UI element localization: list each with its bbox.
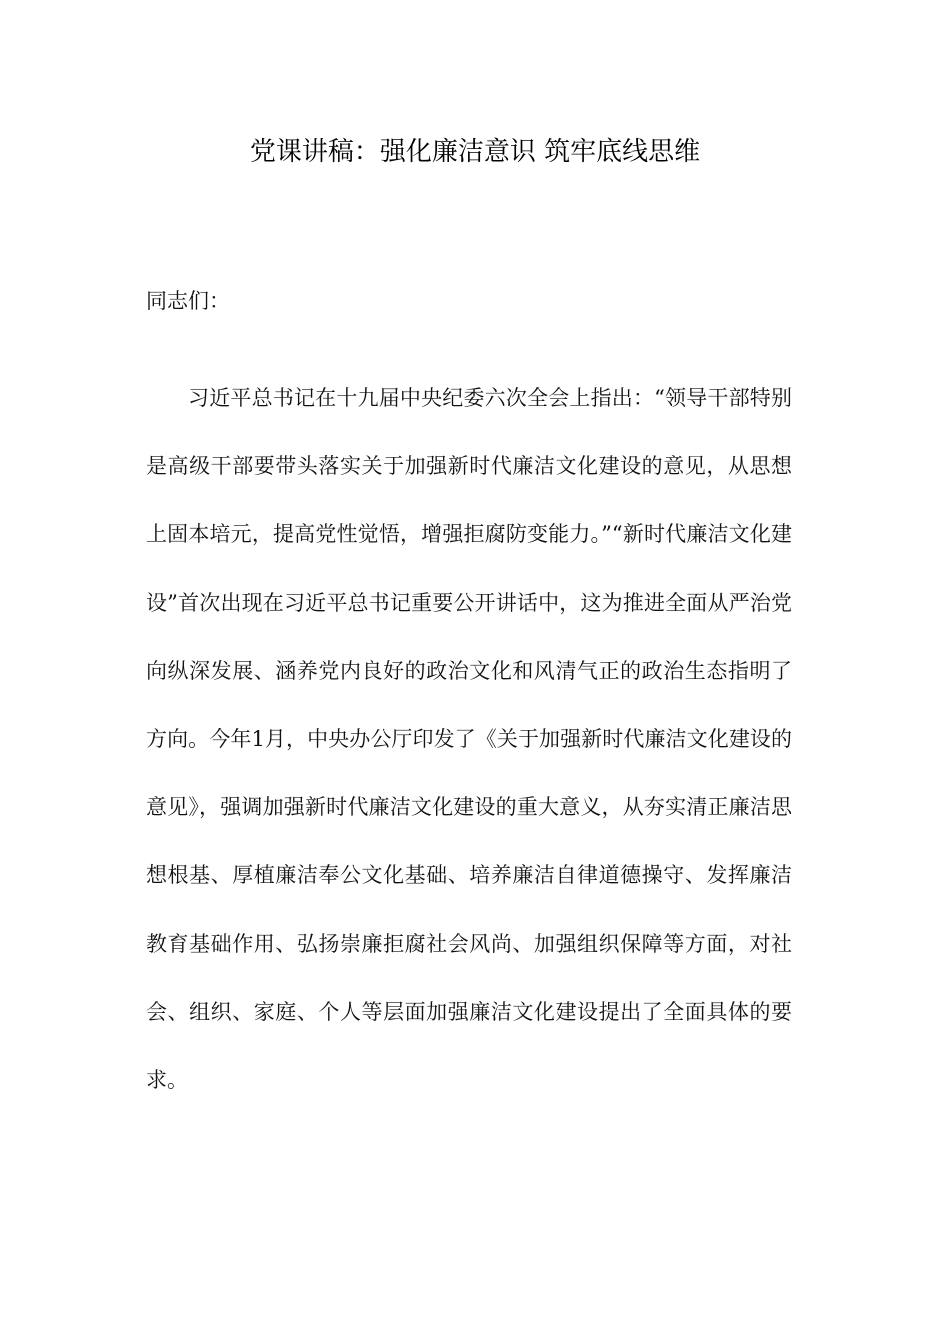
body-paragraph: 习近平总书记在十九届中央纪委六次全会上指出：“领导干部特别是高级干部要带头落实关于加强新时代廉洁文化建设的意见，从思想上固本培元，提高党性觉悟，增强拒腐防变能力。”“新时代廉洁文化建设”首次出现在习近平总书记重要公开讲话中，这为推进全面从严治党向纵深发展、涵养党内良好的政治文化和风清气正的政治生态指明了方向。今年1月，中央办公厅印发了《关于加强新时代廉洁文化建设的意见》，强调加强新时代廉洁文化建设的重大意义，从夯实清正廉洁思想根基、厚植廉洁奉公文化基础、培养廉洁自律道德操守、发挥廉洁教育基础作用、弘扬崇廉拒腐社会风尚、加强组织保障等方面，对社会、组织、家庭、个人等层面加强廉洁文化建设提出了全面具体的要求。 [146, 386, 792, 1093]
salutation: 同志们： [146, 289, 230, 313]
document-title: 党课讲稿：强化廉洁意识 筑牢底线思维 [249, 137, 701, 167]
